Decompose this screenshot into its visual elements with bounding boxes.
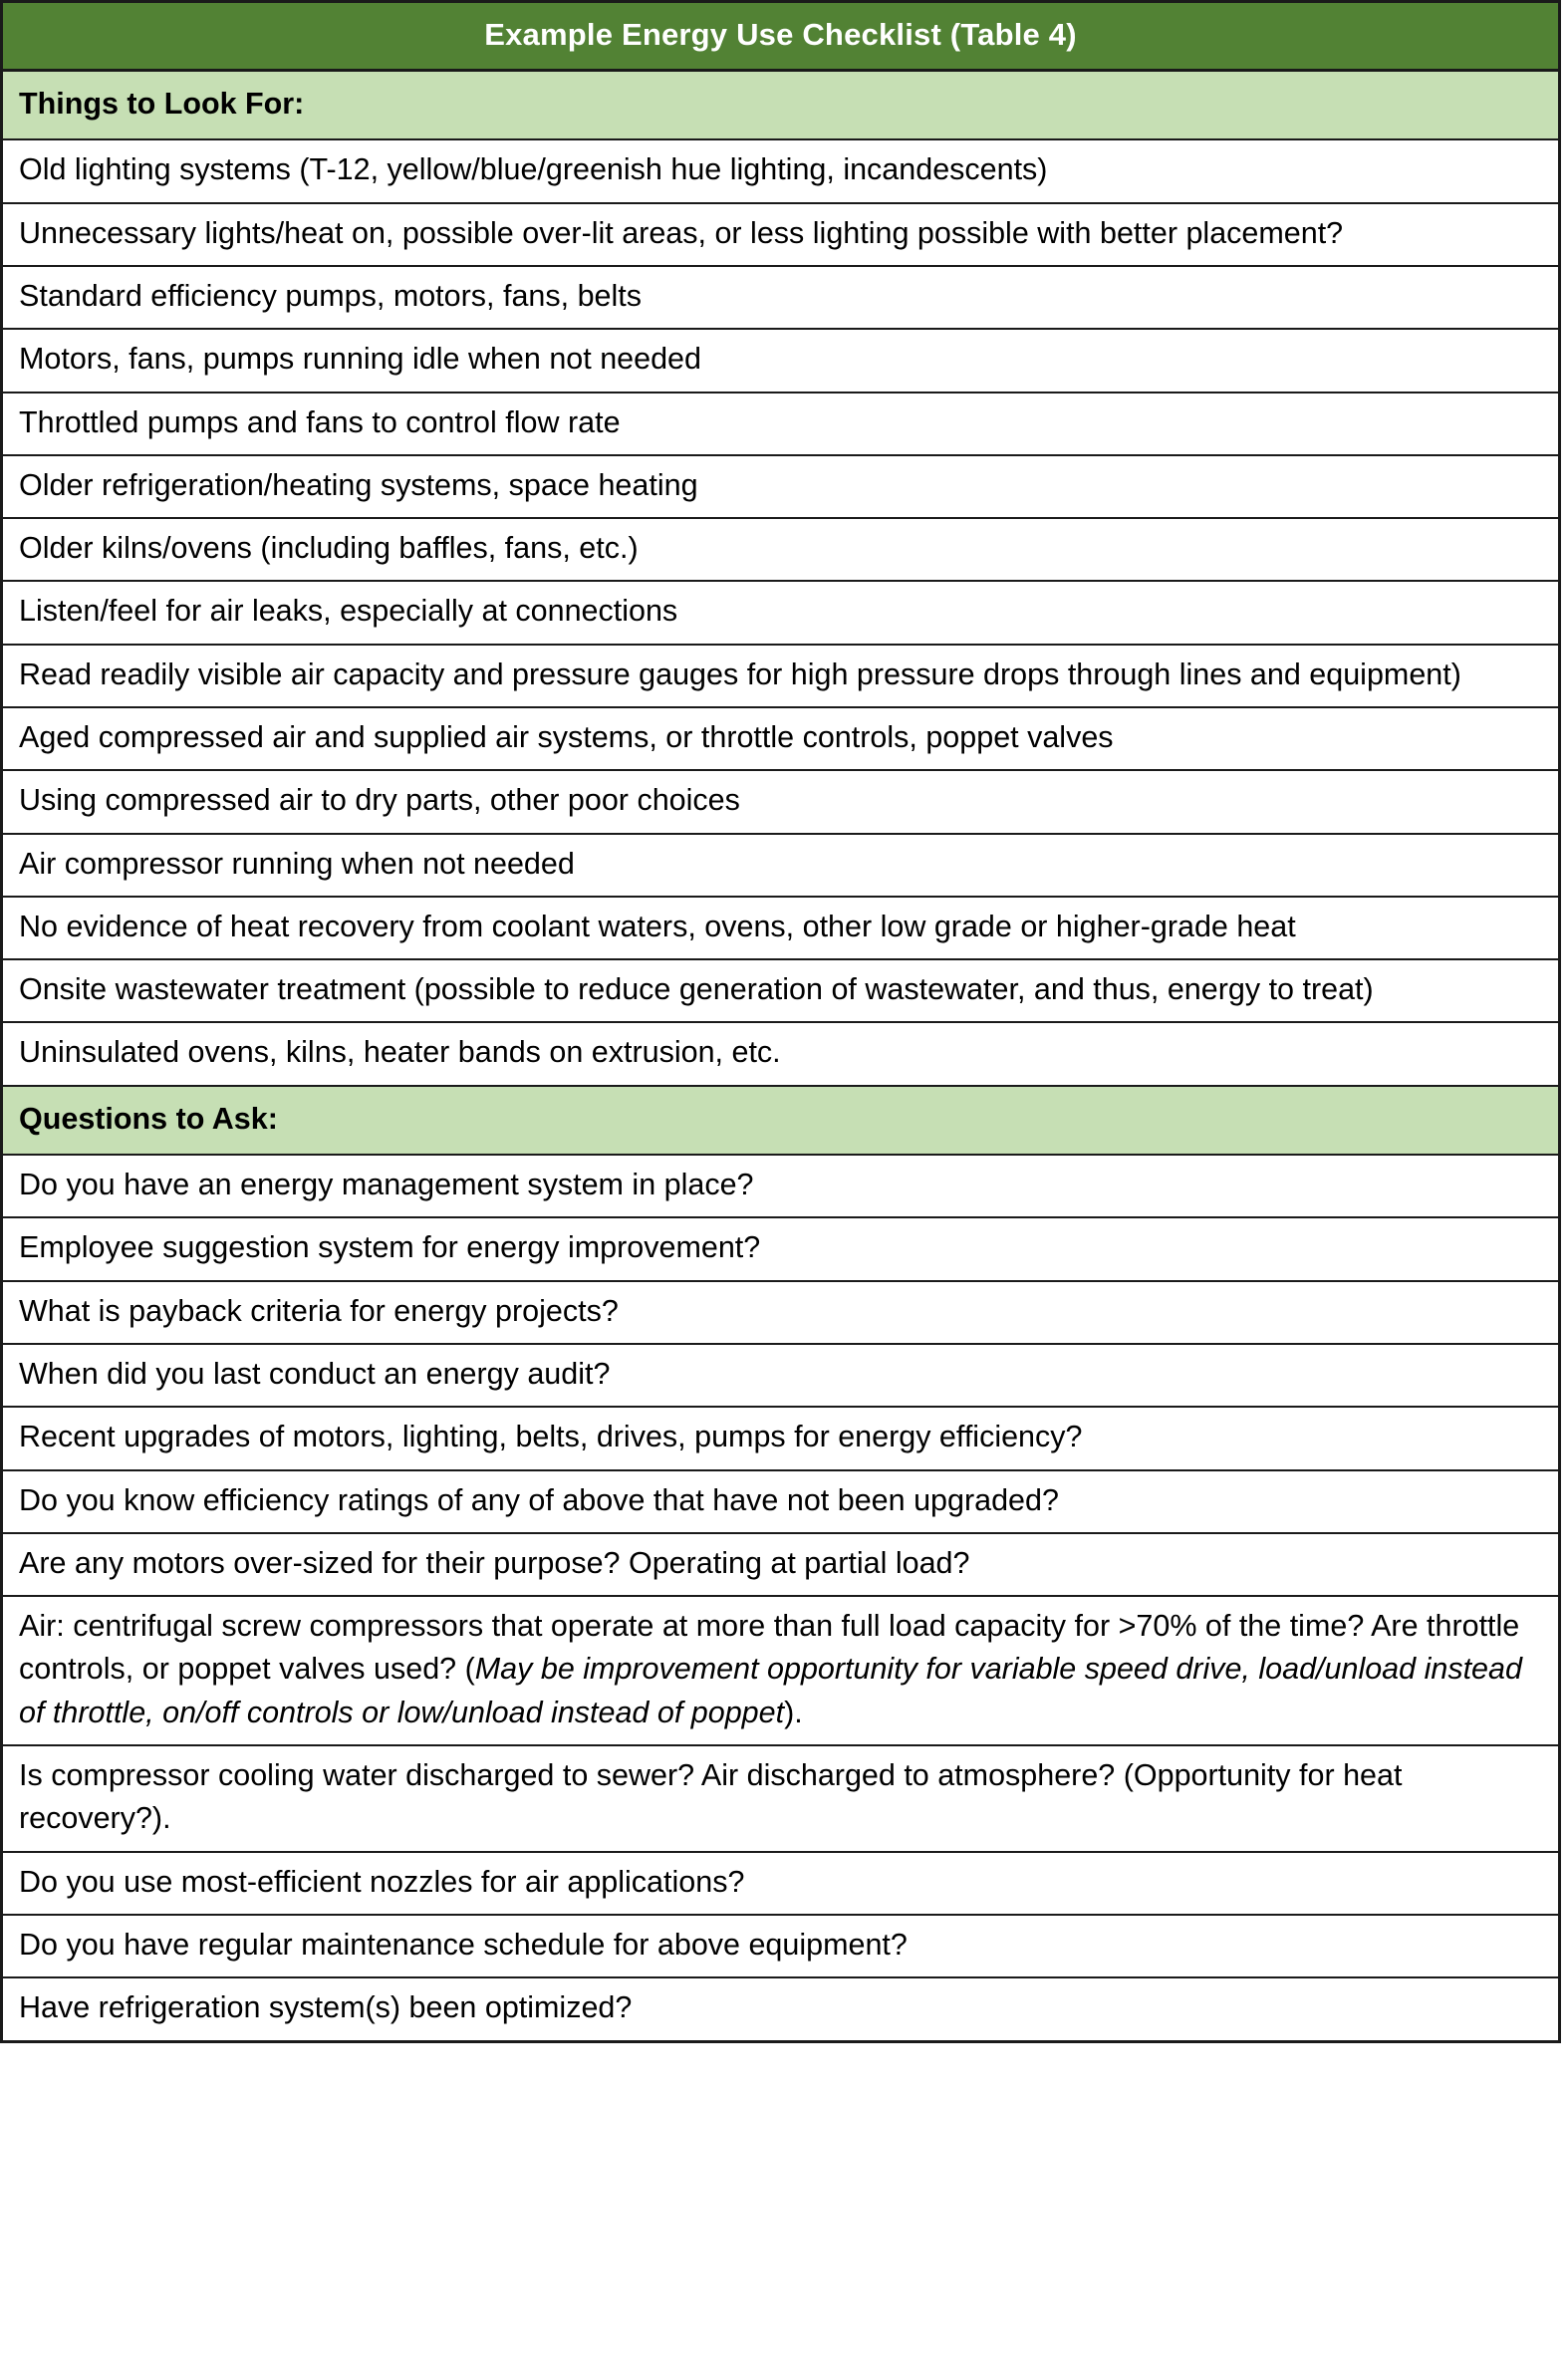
- checklist-item: Throttled pumps and fans to control flow rate: [2, 393, 1560, 455]
- checklist-item: Old lighting systems (T-12, yellow/blue/greenish hue lighting, incandescents): [2, 139, 1560, 202]
- table-row: [2, 1217, 1560, 1280]
- checklist-item: What is payback criteria for energy projects?: [2, 1281, 1560, 1344]
- table-row: [2, 1407, 1560, 1469]
- table-row: [2, 645, 1560, 707]
- table-row: [2, 1977, 1560, 2041]
- checklist-item: Older refrigeration/heating systems, space heating: [2, 455, 1560, 518]
- table-row: [2, 266, 1560, 329]
- table-row: [2, 1915, 1560, 1977]
- section-heading-label: Questions to Ask:: [2, 1086, 1560, 1155]
- table-row: [2, 1596, 1560, 1745]
- checklist-item: No evidence of heat recovery from coolant waters, ovens, other low grade or higher-grade heat: [2, 897, 1560, 959]
- air-row-plain-before: Air: centrifugal screw compressors that operate at more than full load capacity for >70% of the time? Are throttle controls, or poppet valves used? (: [19, 1609, 1520, 1687]
- table-row: [2, 1470, 1560, 1533]
- table-row: [2, 897, 1560, 959]
- checklist-item: Using compressed air to dry parts, other poor choices: [2, 770, 1560, 833]
- checklist-item: Listen/feel for air leaks, especially at connections: [2, 581, 1560, 644]
- table-row: [2, 1745, 1560, 1852]
- checklist-item: When did you last conduct an energy audit?: [2, 1344, 1560, 1407]
- checklist-item: Recent upgrades of motors, lighting, belts, drives, pumps for energy efficiency?: [2, 1407, 1560, 1469]
- section-heading-label: Things to Look For:: [2, 71, 1560, 140]
- checklist-item: Have refrigeration system(s) been optimized?: [2, 1977, 1560, 2041]
- checklist-item: Standard efficiency pumps, motors, fans, belts: [2, 266, 1560, 329]
- table-row: [2, 518, 1560, 581]
- table-row: [2, 707, 1560, 770]
- table-row: [2, 959, 1560, 1022]
- checklist-item: Older kilns/ovens (including baffles, fans, etc.): [2, 518, 1560, 581]
- table-row: [2, 203, 1560, 266]
- checklist-item: Aged compressed air and supplied air systems, or throttle controls, poppet valves: [2, 707, 1560, 770]
- table-row: [2, 770, 1560, 833]
- table-title-row: [2, 2, 1560, 71]
- table-row: [2, 834, 1560, 897]
- checklist-item: Do you have regular maintenance schedule for above equipment?: [2, 1915, 1560, 1977]
- checklist-item: Do you know efficiency ratings of any of above that have not been upgraded?: [2, 1470, 1560, 1533]
- table-row: [2, 1022, 1560, 1085]
- checklist-item: Is compressor cooling water discharged to sewer? Air discharged to atmosphere? (Opportunity for heat recovery?).: [2, 1745, 1560, 1852]
- checklist-item: Read readily visible air capacity and pressure gauges for high pressure drops through lines and equipment): [2, 645, 1560, 707]
- table-row: [2, 1344, 1560, 1407]
- table-row: [2, 1533, 1560, 1596]
- table-row: [2, 329, 1560, 392]
- air-row-plain-after: ).: [784, 1695, 803, 1729]
- checklist-item: Unnecessary lights/heat on, possible over-lit areas, or less lighting possible with better placement?: [2, 203, 1560, 266]
- table-row: [2, 1155, 1560, 1217]
- checklist-item: Are any motors over-sized for their purpose? Operating at partial load?: [2, 1533, 1560, 1596]
- checklist-item-air-compressor: [2, 1596, 1560, 1745]
- checklist-item: Onsite wastewater treatment (possible to reduce generation of wastewater, and thus, energy to treat): [2, 959, 1560, 1022]
- checklist-item: Do you use most-efficient nozzles for air applications?: [2, 1852, 1560, 1915]
- table-row: [2, 139, 1560, 202]
- table-row: [2, 581, 1560, 644]
- checklist-item: Uninsulated ovens, kilns, heater bands on extrusion, etc.: [2, 1022, 1560, 1085]
- checklist-item: Air compressor running when not needed: [2, 834, 1560, 897]
- checklist-item: Motors, fans, pumps running idle when not needed: [2, 329, 1560, 392]
- table-row: [2, 393, 1560, 455]
- checklist-item: Do you have an energy management system in place?: [2, 1155, 1560, 1217]
- section-header-things-to-look-for: [2, 71, 1560, 140]
- section-header-questions-to-ask: [2, 1086, 1560, 1155]
- air-row-italic-note: May be improvement opportunity for variable speed drive, load/unload instead of throttle, on/off controls or low/unload instead of poppet: [19, 1652, 1522, 1729]
- checklist-item: Employee suggestion system for energy improvement?: [2, 1217, 1560, 1280]
- table-row: [2, 455, 1560, 518]
- page-title: Example Energy Use Checklist (Table 4): [2, 2, 1560, 71]
- table-row: [2, 1281, 1560, 1344]
- table-row: [2, 1852, 1560, 1915]
